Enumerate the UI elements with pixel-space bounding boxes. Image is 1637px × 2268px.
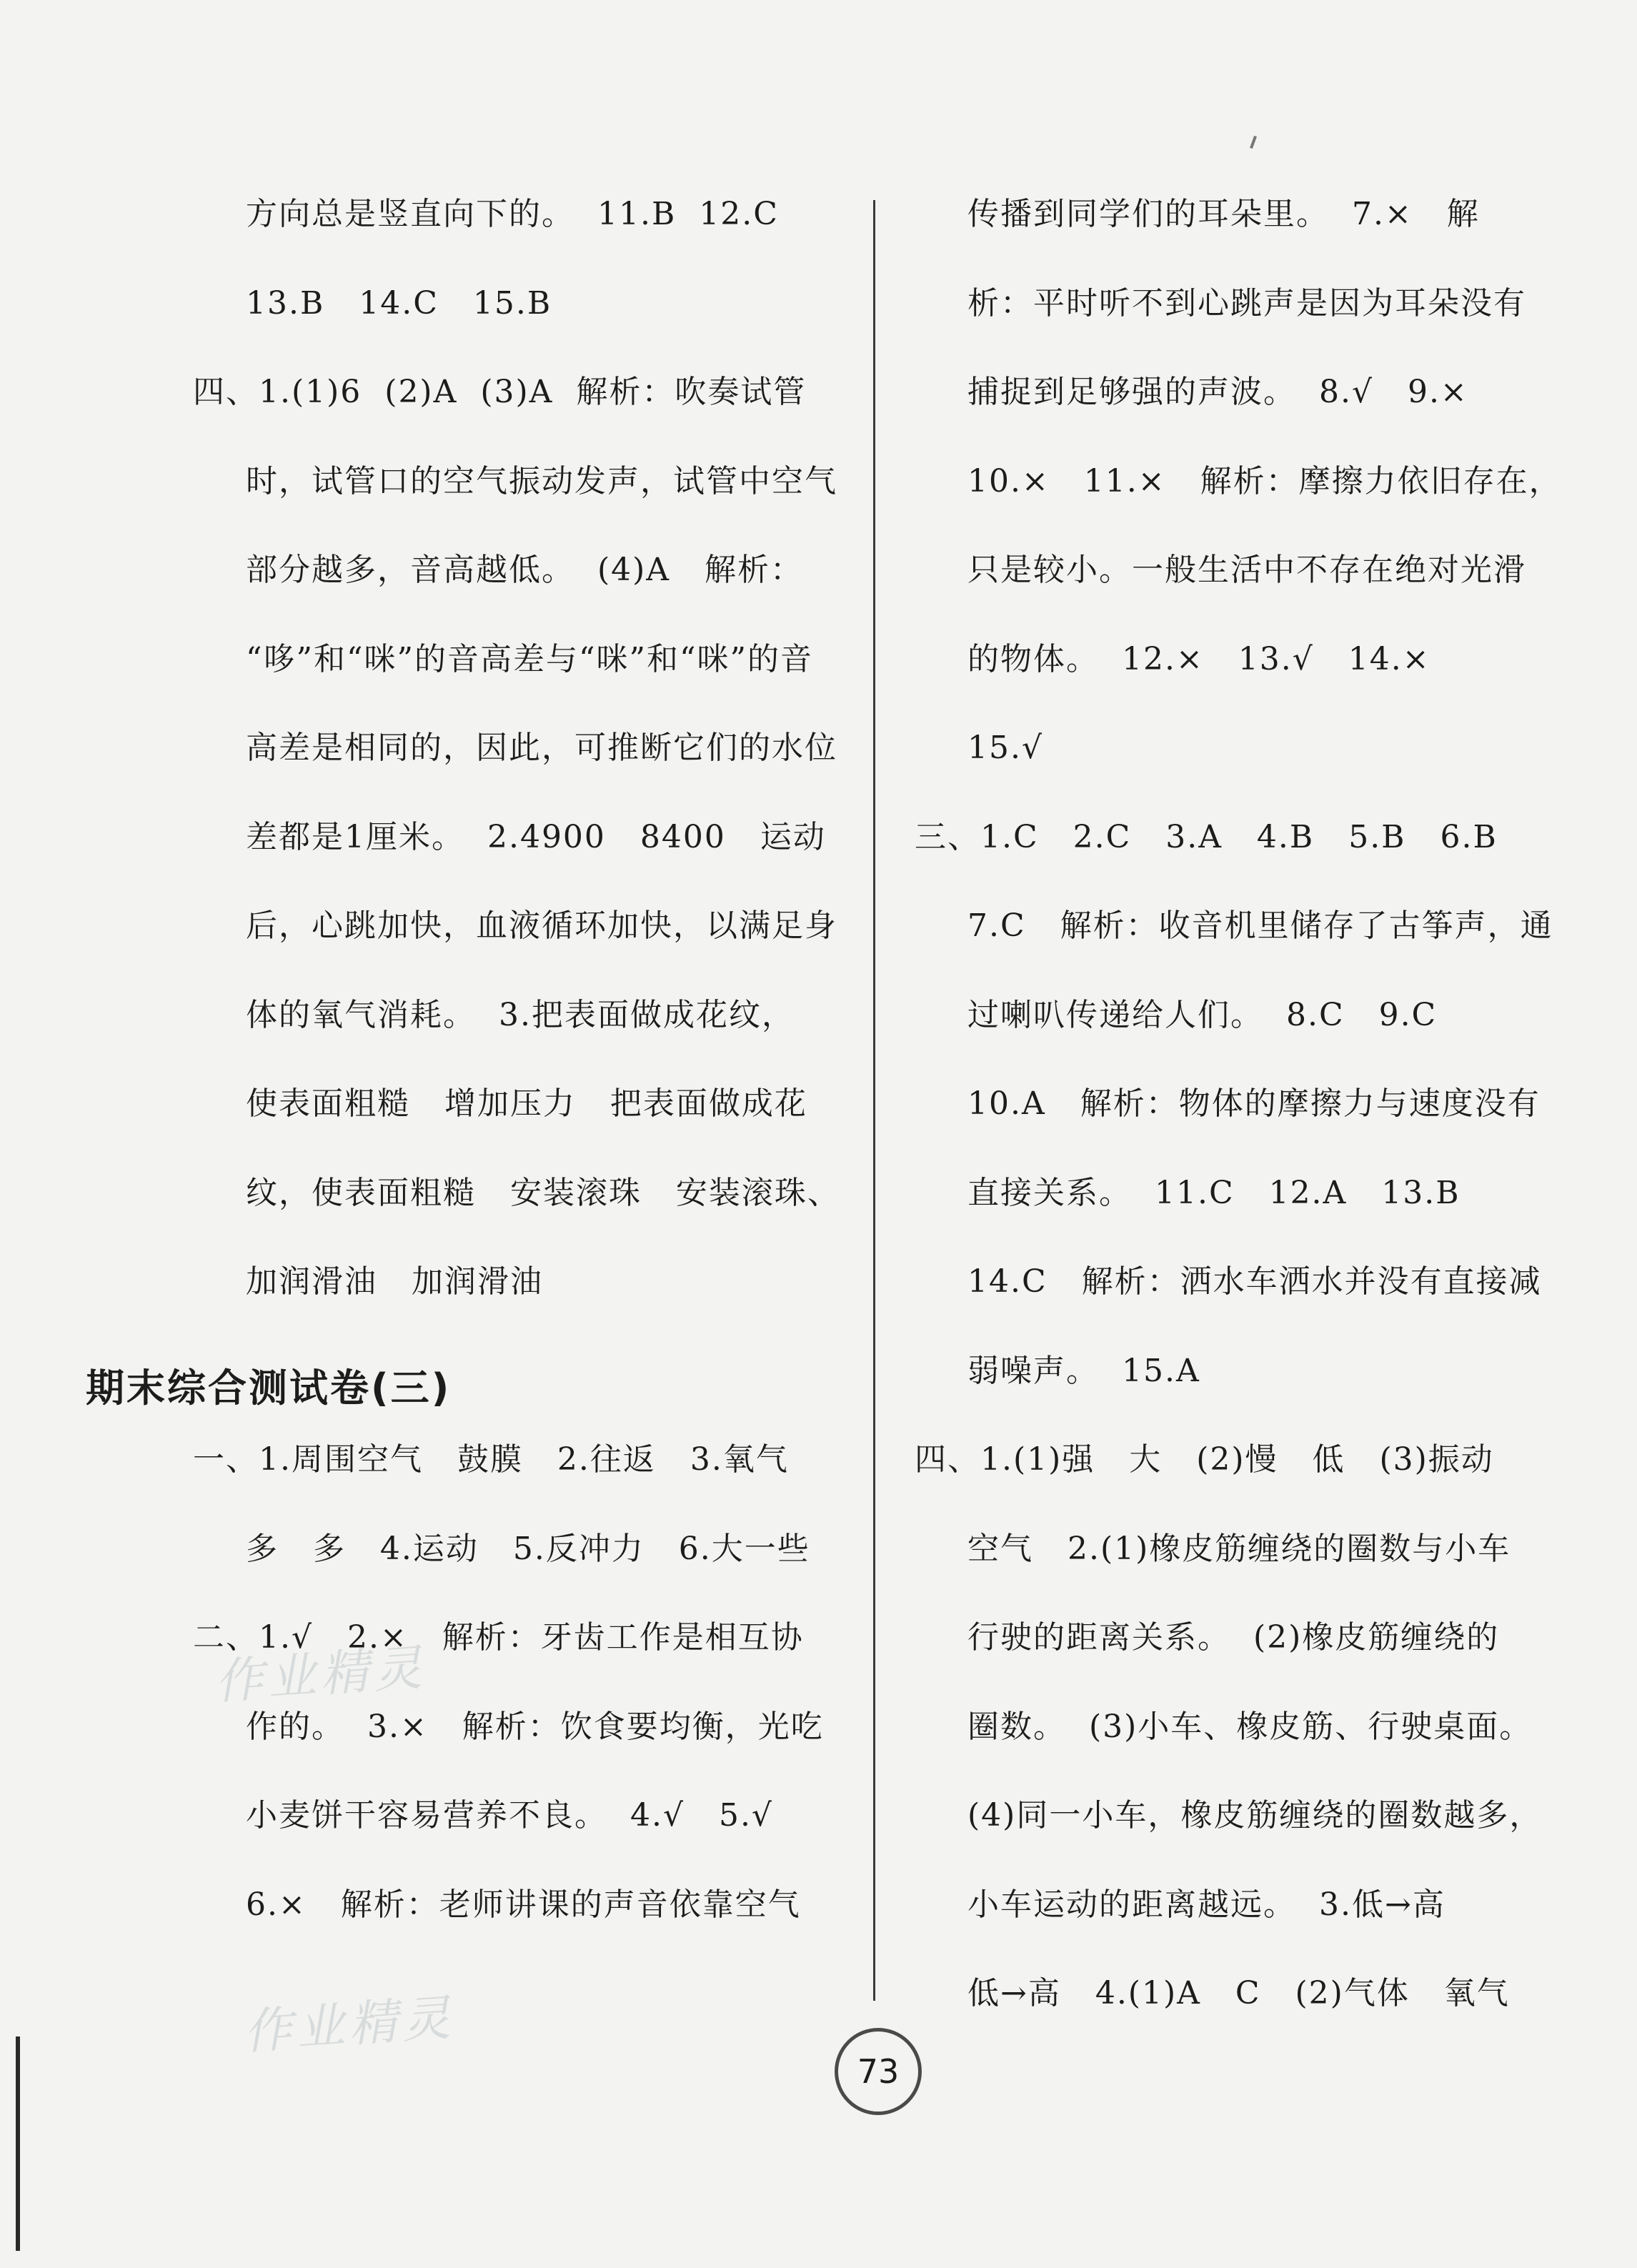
answer-line: 三、1.C 2.C 3.A 4.B 5.B 6.B [915, 818, 1498, 855]
answer-line: 加润滑油 加润滑油 [246, 1263, 543, 1300]
answer-line: 7.C 解析：收音机里储存了古筝声，通 [967, 907, 1553, 944]
answer-line: 直接关系。 11.C 12.A 13.B [967, 1174, 1461, 1211]
answer-line: 体的氧气消耗。 3.把表面做成花纹， [246, 996, 795, 1033]
answer-line: 14.C 解析：洒水车洒水并没有直接减 [967, 1263, 1542, 1300]
answer-line: (4)同一小车，橡皮筋缠绕的圈数越多， [967, 1797, 1543, 1834]
answer-line: 使表面粗糙 增加压力 把表面做成花 [246, 1085, 807, 1122]
answer-line: 作的。 3.× 解析：饮食要均衡，光吃 [246, 1708, 824, 1745]
answer-line: 一、1.周围空气 鼓膜 2.往返 3.氧气 [193, 1441, 789, 1478]
answer-line: 的物体。 12.× 13.√ 14.× [967, 640, 1430, 677]
answer-line: 捕捉到足够强的声波。 8.√ 9.× [967, 374, 1468, 410]
answer-line: 传播到同学们的耳朵里。 7.× 解 [967, 196, 1480, 232]
answer-line: 低→高 4.(1)A C (2)气体 氧气 [967, 1975, 1510, 2011]
answer-line: 时，试管口的空气振动发声，试管中空气 [246, 462, 837, 499]
answer-line: 纹，使表面粗糙 安装滚珠 安装滚珠、 [246, 1174, 840, 1211]
answer-line: 析：平时听不到心跳声是因为耳朵没有 [967, 284, 1526, 322]
section-heading: 期末综合测试卷(三) [86, 1366, 452, 1411]
column-divider [873, 200, 875, 2001]
answer-line: 13.B 14.C 15.B [246, 284, 552, 322]
answer-line: 弱噪声。 15.A [967, 1352, 1200, 1389]
answer-line: 差都是1厘米。 2.4900 8400 运动 [246, 818, 826, 855]
watermark: 作业精灵 [242, 1989, 457, 2061]
answer-line: 空气 2.(1)橡皮筋缠绕的圈数与小车 [967, 1530, 1511, 1567]
answer-line: “哆”和“咪”的音高差与“咪”和“咪”的音 [246, 640, 813, 677]
answer-line: 后，心跳加快，血液循环加快，以满足身 [246, 907, 837, 944]
scan-mark [1250, 136, 1257, 149]
answer-line: 15.√ [967, 730, 1044, 766]
watermark: 作业精灵 [213, 1639, 428, 1711]
answer-line: 方向总是竖直向下的。 11.B 12.C [246, 196, 779, 232]
answer-line: 四、1.(1)6 (2)A (3)A 解析：吹奏试管 [193, 374, 807, 410]
answer-line: 小麦饼干容易营养不良。 4.√ 5.√ [246, 1797, 773, 1834]
answer-line: 圈数。 (3)小车、橡皮筋、行驶桌面。 [967, 1708, 1533, 1745]
answer-line: 6.× 解析：老师讲课的声音依靠空气 [246, 1886, 801, 1923]
answer-line: 二、1.√ 2.× 解析：牙齿工作是相互协 [193, 1619, 804, 1656]
answer-line: 只是较小。一般生活中不存在绝对光滑 [967, 552, 1526, 588]
answer-line: 过喇叭传递给人们。 8.C 9.C [967, 996, 1438, 1033]
answer-line: 四、1.(1)强 大 (2)慢 低 (3)振动 [915, 1441, 1494, 1478]
answer-line: 10.× 11.× 解析：摩擦力依旧存在， [967, 462, 1562, 499]
answer-line: 小车运动的距离越远。 3.低→高 [967, 1886, 1446, 1923]
page-number: 73 [835, 2028, 922, 2115]
answer-line: 10.A 解析：物体的摩擦力与速度没有 [967, 1085, 1541, 1122]
answer-line: 多 多 4.运动 5.反冲力 6.大一些 [246, 1530, 810, 1567]
answer-line: 行驶的距离关系。 (2)橡皮筋缠绕的 [967, 1619, 1500, 1656]
answer-line: 高差是相同的，因此，可推断它们的水位 [246, 730, 837, 766]
binding-edge [16, 2036, 20, 2251]
answer-line: 部分越多，音高越低。 (4)A 解析： [246, 552, 804, 588]
